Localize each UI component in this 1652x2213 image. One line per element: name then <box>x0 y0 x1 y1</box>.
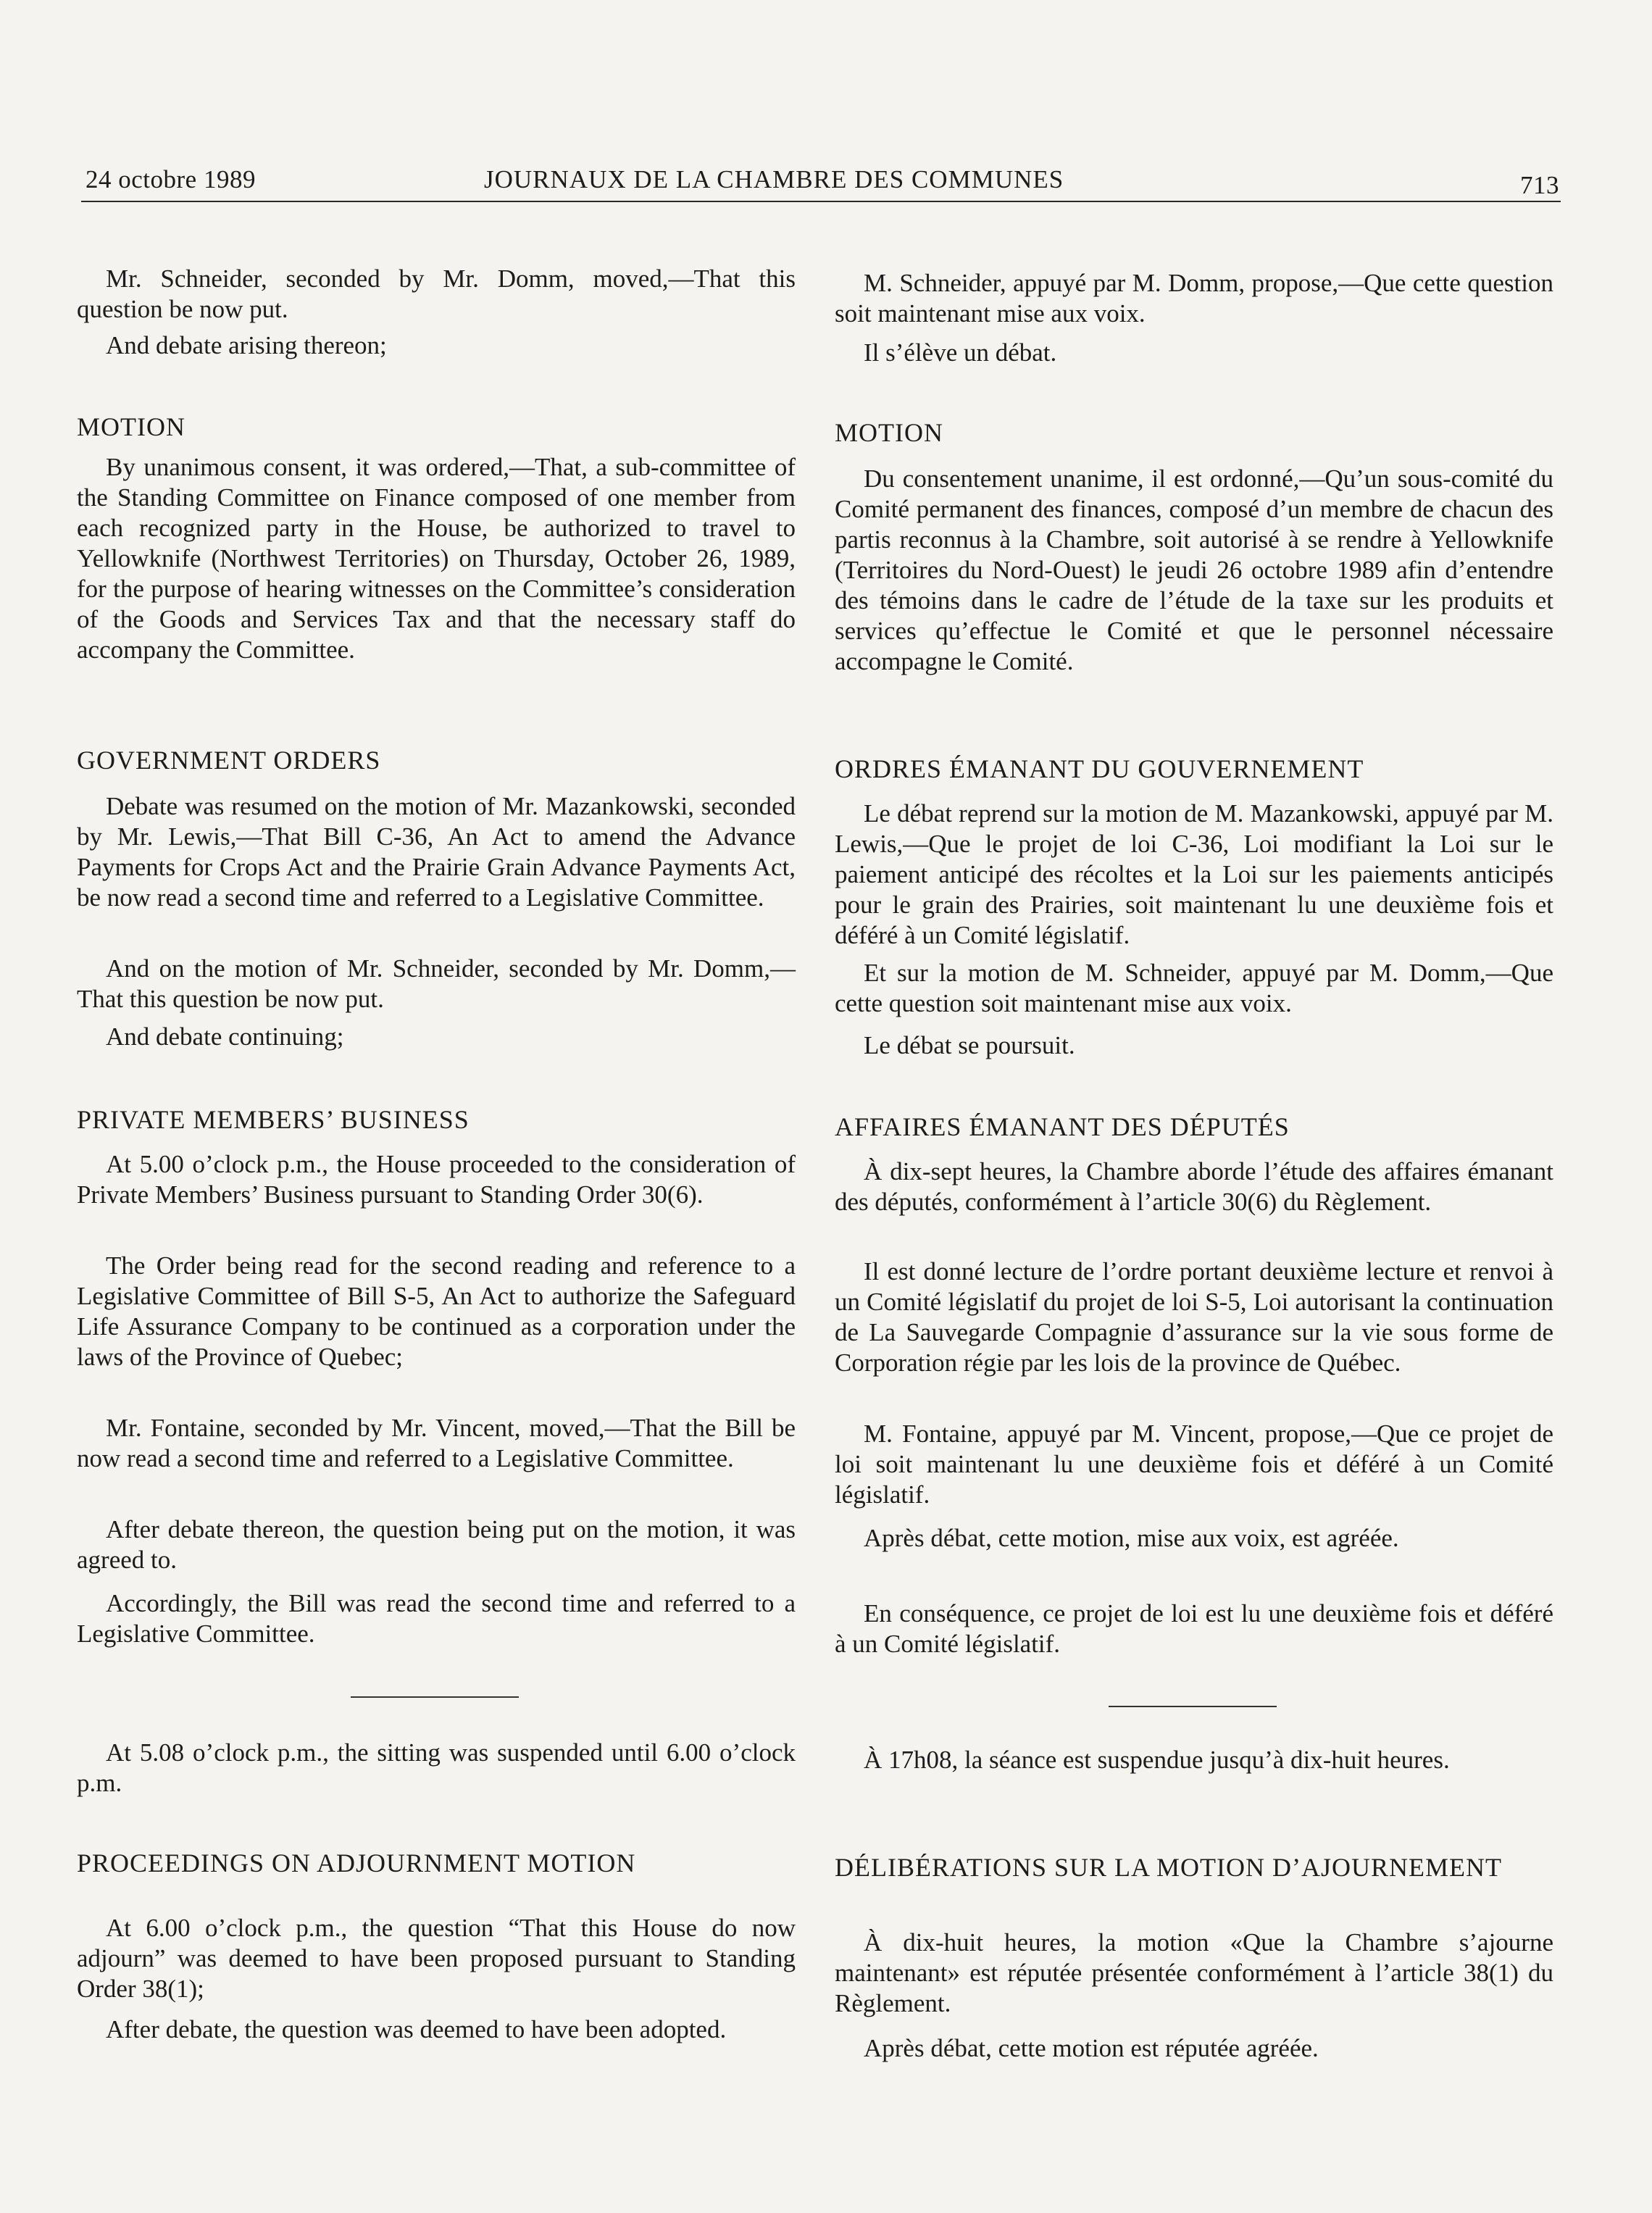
left-paragraph-after-debate: After debate thereon, the question being put on the motion, it was agreed to. <box>77 1515 796 1574</box>
header-title: JOURNAUX DE LA CHAMBRE DES COMMUNES <box>484 165 1064 193</box>
left-paragraph-5pm: At 5.00 o’clock p.m., the House proceeded to the consideration of Private Members’ Business pursuant to Standing Order 30(6). <box>77 1150 796 1209</box>
right-paragraph-dix-sept: À dix-sept heures, la Chambre aborde l’étude des affaires émanant des députés, conformément à l’article 30(6) du Règlement. <box>835 1157 1553 1216</box>
left-paragraph-subcommittee: By unanimous consent, it was ordered,—That, a sub-committee of the Standing Committee on Finance composed of one member from each recognized party in the House, be authorized to travel to Yellowknife (Northwest Territories) on Thursday, October 26, 1989, for the purpose of hearing witnesses on the Committee’s consideration of the Goods and Services Tax and that the necessary staff do accompany the Committee. <box>77 453 796 664</box>
left-paragraph-6pm: At 6.00 o’clock p.m., the question “That this House do now adjourn” was deemed to have been proposed pursuant to Standing Order 38(1); <box>77 1914 796 2003</box>
left-paragraph-fontaine: Mr. Fontaine, seconded by Mr. Vincent, moved,—That the Bill be now read a second time and referred to a Legislative Committee. <box>77 1414 796 1472</box>
right-paragraph-poursuit: Le débat se poursuit. <box>864 1031 1075 1059</box>
right-heading-ordres: ORDRES ÉMANANT DU GOUVERNEMENT <box>835 754 1364 783</box>
right-paragraph-schneider-motion: M. Schneider, appuyé par M. Domm, propose,—Que cette question soit maintenant mise aux voix. <box>835 269 1553 328</box>
left-paragraph-debate-continuing: And debate continuing; <box>106 1022 344 1051</box>
right-paragraph-dix-huit: À dix-huit heures, la motion «Que la Chambre s’ajourne maintenant» est réputée présentée conformément à l’article 38(1) du Règlement. <box>835 1928 1553 2017</box>
left-paragraph-bill-s5: The Order being read for the second reading and reference to a Legislative Committee of Bill S-5, An Act to authorize the Safeguard Life Assurance Company to be continued as a corporation under the laws of the Province of Quebec; <box>77 1251 796 1371</box>
right-paragraph-schneider-domm: Et sur la motion de M. Schneider, appuyé par M. Domm,—Que cette question soit maintenant mise aux voix. <box>835 959 1553 1017</box>
right-paragraph-consequence: En conséquence, ce projet de loi est lu une deuxième fois et déféré à un Comité législatif. <box>835 1599 1553 1658</box>
left-paragraph-schneider-domm: And on the motion of Mr. Schneider, seconded by Mr. Domm,—That this question be now put. <box>77 954 796 1013</box>
right-paragraph-suspendue: À 17h08, la séance est suspendue jusqu’à dix-huit heures. <box>864 1746 1450 1774</box>
running-head <box>85 165 1559 203</box>
left-heading-government-orders: GOVERNMENT ORDERS <box>77 746 381 775</box>
left-paragraph-accordingly: Accordingly, the Bill was read the second time and referred to a Legislative Committee. <box>77 1589 796 1648</box>
right-heading-affaires: AFFAIRES ÉMANANT DES DÉPUTÉS <box>835 1112 1290 1141</box>
right-separator <box>1109 1706 1277 1707</box>
right-paragraph-apres-debat: Après débat, cette motion, mise aux voix, est agréée. <box>864 1524 1399 1552</box>
left-heading-private-members: PRIVATE MEMBERS’ BUSINESS <box>77 1105 470 1134</box>
left-heading-motion: MOTION <box>77 412 185 441</box>
right-paragraph-c36: Le débat reprend sur la motion de M. Mazankowski, appuyé par M. Lewis,—Que le projet de loi C-36, Loi modifiant la Loi sur le paiement anticipé des récoltes et la Loi sur les paiements anticipés pour le grain des Prairies, soit maintenant lu une deuxième fois et déféré à un Comité législatif. <box>835 799 1553 949</box>
right-heading-motion: MOTION <box>835 418 943 447</box>
left-paragraph-debate-arising: And debate arising thereon; <box>106 331 387 359</box>
right-paragraph-agreee: Après débat, cette motion est réputée agréée. <box>864 2034 1319 2062</box>
left-paragraph-bill-c36: Debate was resumed on the motion of Mr. Mazankowski, seconded by Mr. Lewis,—That Bill C-36, An Act to amend the Advance Payments for Crops Act and the Prairie Grain Advance Payments Act, be now read a second time and referred to a Legislative Committee. <box>77 792 796 912</box>
right-heading-ajournement: DÉLIBÉRATIONS SUR LA MOTION D’AJOURNEMENT <box>835 1853 1502 1882</box>
left-heading-adjournment: PROCEEDINGS ON ADJOURNMENT MOTION <box>77 1849 636 1877</box>
right-paragraph-sous-comite: Du consentement unanime, il est ordonné,—Qu’un sous-comité du Comité permanent des finances, composé d’un membre de chacun des partis reconnus à la Chambre, soit autorisé à se rendre à Yellowknife (Territoires du Nord-Ouest) le jeudi 26 octobre 1989 afin d’entendre des témoins dans le cadre de l’étude de la taxe sur les produits et services qu’effectue le Comité et que le personnel nécessaire accompagne le Comité. <box>835 464 1553 675</box>
page-number: 713 <box>1520 171 1559 199</box>
left-paragraph-adopted: After debate, the question was deemed to have been adopted. <box>106 2015 727 2043</box>
right-paragraph-debat: Il s’élève un débat. <box>864 338 1057 367</box>
header-date: 24 octobre 1989 <box>85 165 256 193</box>
right-paragraph-s5: Il est donné lecture de l’ordre portant deuxième lecture et renvoi à un Comité législatif du projet de loi S-5, Loi autorisant la continuation de La Sauvegarde Compagnie d’assurance sur la vie sous forme de Corporation régie par les lois de la province de Québec. <box>835 1257 1553 1377</box>
header-rule <box>81 201 1561 202</box>
left-paragraph-schneider-motion: Mr. Schneider, seconded by Mr. Domm, moved,—That this question be now put. <box>77 264 796 323</box>
left-separator <box>351 1696 519 1698</box>
left-paragraph-suspended: At 5.08 o’clock p.m., the sitting was suspended until 6.00 o’clock p.m. <box>77 1738 796 1797</box>
right-paragraph-fontaine: M. Fontaine, appuyé par M. Vincent, propose,—Que ce projet de loi soit maintenant lu une deuxième fois et déféré à un Comité législatif. <box>835 1420 1553 1509</box>
